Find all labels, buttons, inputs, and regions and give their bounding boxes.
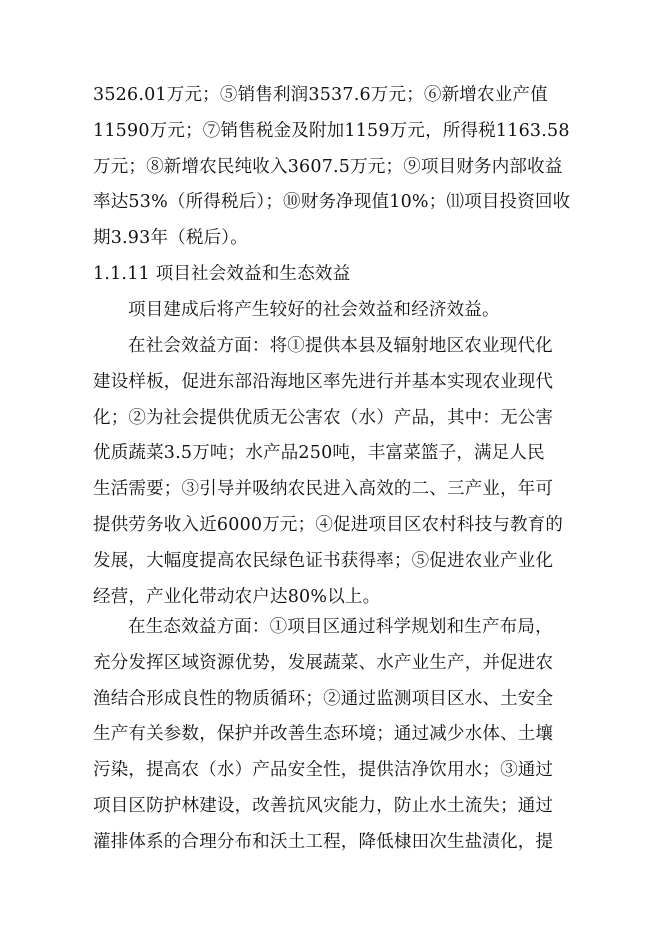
text-line: 在社会效益方面：将①提供本县及辐射地区农业现代化 <box>128 336 553 356</box>
text-line: 项目区防护林建设，改善抗风灾能力，防止水土流失；通过 <box>93 795 554 816</box>
text-line: 优质蔬菜3.5万吨；水产品250吨，丰富菜篮子，满足人民 <box>93 443 545 464</box>
text-line: 充分发挥区域资源优势，发展蔬菜、水产业生产，并促进农 <box>93 652 554 673</box>
text-line: 生产有关参数，保护并改善生态环境；通过减少水体、土壤 <box>93 724 554 745</box>
text-line: 经营，产业化带动农户达80%以上。 <box>93 586 381 607</box>
paragraph-ecological-benefits <box>93 610 571 861</box>
section-heading <box>93 257 571 293</box>
paragraph-social-benefits <box>93 329 571 615</box>
paragraph-financial-benefits <box>93 78 571 257</box>
text-line: 发展，大幅度提高农民绿色证书获得率；⑤促进农业产业化 <box>93 550 554 571</box>
text-line: 建设样板，促进东部沿海地区率先进行并基本实现农业现代 <box>93 371 554 392</box>
text-line: 渔结合形成良性的物质循环；②通过监测项目区水、土安全 <box>93 688 554 709</box>
paragraph-intro <box>93 293 571 329</box>
text-line: 灌排体系的合理分布和沃土工程，降低棣田次生盐渍化，提 <box>93 831 554 852</box>
text-line: 提供劳务收入近6000万元；④促进项目区农村科技与教育的 <box>93 514 564 535</box>
text-line: 在生态效益方面：①项目区通过科学规划和生产布局， <box>128 617 553 637</box>
text-line: 11590万元；⑦销售税金及附加1159万元，所得税1163.58 <box>93 120 570 141</box>
text-line: 3526.01万元；⑤销售利润3537.6万元；⑥新增农业产值 <box>93 85 548 105</box>
text-line: 生活需要；③引导并吸纳农民进入高效的二、三产业，年可 <box>93 479 554 500</box>
text-line: 期3.93年（税后）。 <box>93 228 248 249</box>
text-line: 率达53%（所得税后）；⑩财务净现值10%；⑾项目投资回收 <box>93 192 571 213</box>
text-line: 化；②为社会提供优质无公害农（水）产品，其中：无公害 <box>93 407 554 428</box>
text-line: 项目建成后将产生较好的社会效益和经济效益。 <box>128 300 500 320</box>
text-line: 污染，提高农（水）产品安全性，提供洁净饮用水；③通过 <box>93 760 554 781</box>
text-line: 万元；⑧新增农民纯收入3607.5万元；⑨项目财务内部收益 <box>93 156 563 177</box>
heading-text: 1.1.11 项目社会效益和生态效益 <box>93 264 351 284</box>
